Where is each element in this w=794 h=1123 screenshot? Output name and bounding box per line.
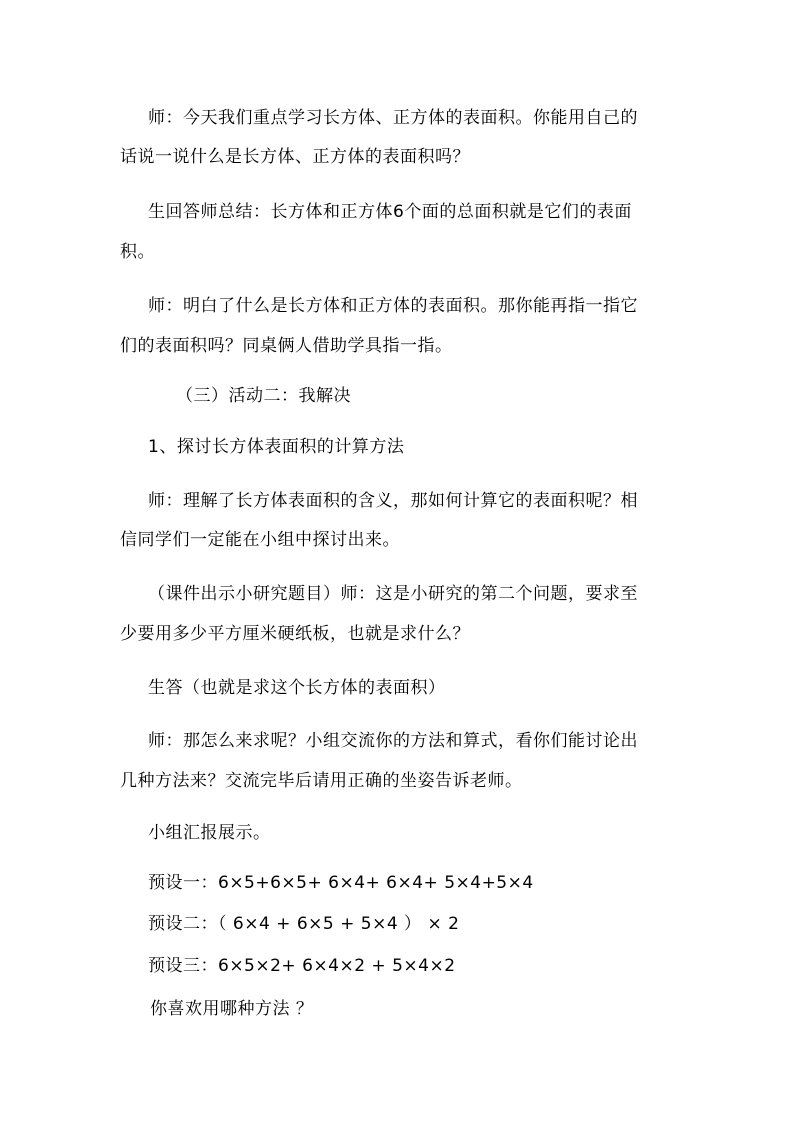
paragraph-line: 们的表面积吗？同桌俩人借助学具指一指。 xyxy=(120,336,453,356)
preset-line: 预设二：（ 6×4 + 6×5 + 5×4 ） × 2 xyxy=(148,914,460,934)
preset-line: 预设一：6×5+6×5+ 6×4+ 6×4+ 5×4+5×4 xyxy=(148,873,534,893)
paragraph-line: 师：今天我们重点学习长方体、正方体的表面积。你能用自己的 xyxy=(148,108,638,128)
paragraph-line: 师：那怎么来求呢？小组交流你的方法和算式，看你们能讨论出 xyxy=(148,731,638,751)
paragraph-line: （课件出示小研究题目）师：这是小研究的第二个问题，要求至 xyxy=(148,584,638,604)
subheading: 1、探讨长方体表面积的计算方法 xyxy=(148,437,405,457)
paragraph-line: 师：明白了什么是长方体和正方体的表面积。那你能再指一指它 xyxy=(148,296,638,316)
paragraph-line: 小组汇报展示。 xyxy=(148,823,271,843)
paragraph-line: 生回答师总结：长方体和正方体6个面的总面积就是它们的表面 xyxy=(148,202,632,222)
paragraph-line: 话说一说什么是长方体、正方体的表面积吗？ xyxy=(120,147,470,167)
paragraph-line: 几种方法来？交流完毕后请用正确的坐姿告诉老师。 xyxy=(120,771,523,791)
paragraph-line: 信同学们一定能在小组中探讨出来。 xyxy=(120,530,400,550)
paragraph-line: 师：理解了长方体表面积的含义，那如何计算它的表面积呢？相 xyxy=(148,491,638,511)
preset-line: 预设三：6×5×2+ 6×4×2 + 5×4×2 xyxy=(148,956,456,976)
paragraph-line: 生答（也就是求这个长方体的表面积） xyxy=(148,678,446,698)
paragraph-line: 积。 xyxy=(120,242,155,262)
question-line: 你喜欢用哪种方法 ？ xyxy=(150,999,314,1019)
section-heading: （三）活动二：我解决 xyxy=(176,386,351,406)
paragraph-line: 少要用多少平方厘米硬纸板，也就是求什么？ xyxy=(120,624,470,644)
